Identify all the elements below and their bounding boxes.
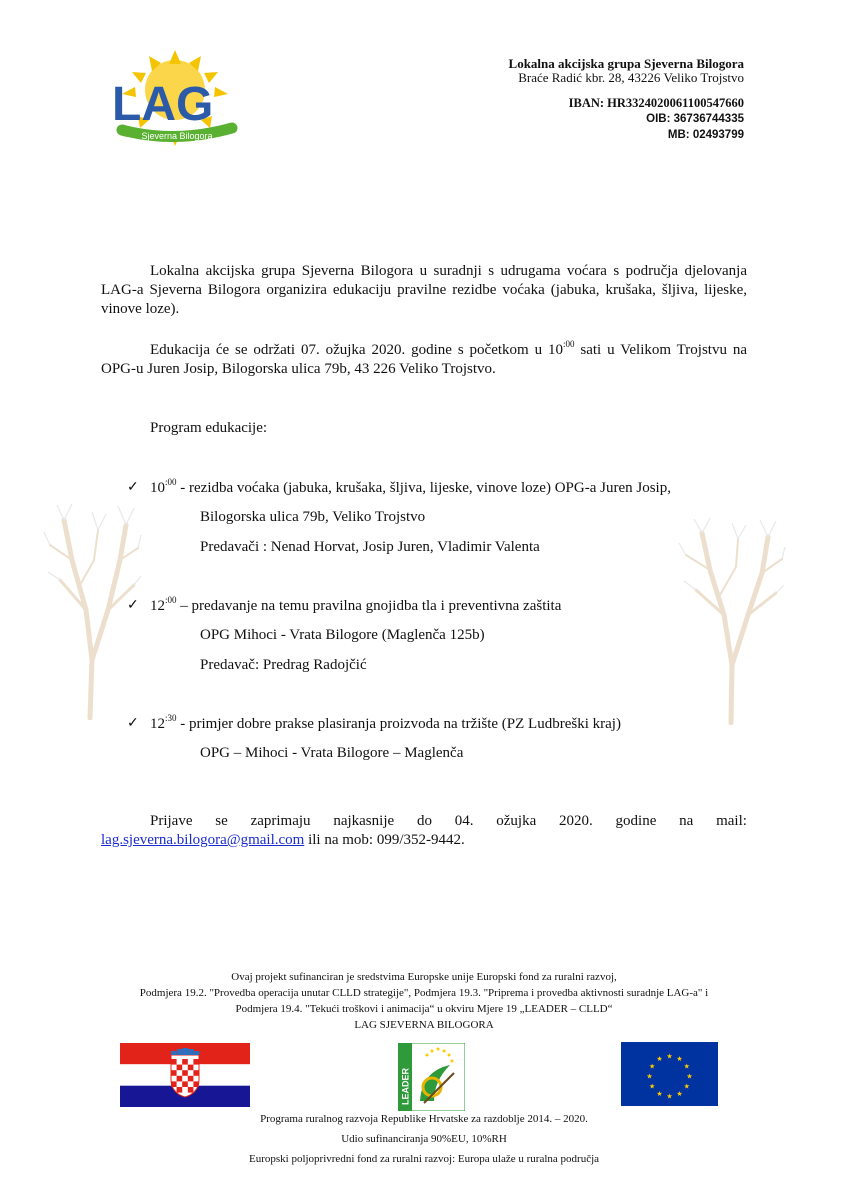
item-time-sup: :00 <box>165 595 177 605</box>
program-item-1-location: Bilogorska ulica 79b, Veliko Trojstvo <box>200 509 426 525</box>
org-iban: IBAN: HR3324020061100547660 <box>568 96 744 110</box>
date-text-end: sati u Velikom Trojstvu na OPG-u Juren Josip, Bilogorska ulica 79b, 43 226 Veliko Trojstvo. <box>101 342 747 377</box>
intro-paragraph <box>101 262 747 319</box>
item-description: - primjer dobre prakse plasiranja proizvoda na tržište (PZ Ludbreški kraj) <box>176 716 621 732</box>
phone-text: ili na mob: 099/352-9442. <box>304 832 465 848</box>
svg-text:★: ★ <box>683 1082 690 1091</box>
program-title: Program edukacije: <box>150 420 268 436</box>
leader-text: LEADER <box>400 1067 411 1105</box>
reg-word: ožujka <box>496 813 537 829</box>
checkmark-icon: ✓ <box>127 716 139 731</box>
footer-line: Ovaj projekt sufinanciran je sredstvima Europske unije Europski fond za ruralni razvoj, <box>231 971 617 983</box>
registration-paragraph <box>101 812 747 850</box>
checkmark-icon: ✓ <box>127 598 139 613</box>
reg-word: Prijave <box>150 813 193 829</box>
tree-right-icon <box>676 515 786 725</box>
item-time: 12 <box>150 716 165 732</box>
reg-word: 04. <box>454 813 474 829</box>
croatia-flag-icon <box>120 1043 250 1107</box>
reg-word: 2020. <box>559 813 593 829</box>
date-text-start: Edukacija će se održati 07. ožujka 2020. godine s početkom u 10 <box>150 342 563 358</box>
svg-text:★: ★ <box>649 1062 656 1071</box>
reg-word: godine <box>615 813 657 829</box>
org-name: Lokalna akcijska grupa Sjeverna Bilogora <box>508 56 744 71</box>
checkmark-icon: ✓ <box>127 480 139 495</box>
item-time-sup: :00 <box>165 477 177 487</box>
reg-word: do <box>416 813 432 829</box>
svg-text:★: ★ <box>676 1055 683 1064</box>
item-description: – predavanje na temu pravilna gnojidba tla i preventivna zaštita <box>176 598 562 614</box>
svg-text:★: ★ <box>676 1089 683 1098</box>
footer-line: Podmjera 19.4. "Tekući troškovi i animacija“ u okviru Mjere 19 „LEADER – CLLD“ <box>235 1003 613 1015</box>
registration-line-2 <box>101 831 747 850</box>
footer-line: Udio sufinanciranja 90%EU, 10%RH <box>341 1133 507 1145</box>
program-item-3 <box>150 715 621 734</box>
registration-line-1 <box>101 812 747 831</box>
lag-logo <box>100 48 250 148</box>
intro-text: Lokalna akcijska grupa Sjeverna Bilogora u suradnji s udrugama voćara s područja djelovanja LAG-a Sjeverna Bilogora organizira edukaciju pravilne rezidbe voćaka (jabuka, krušaka, šljiva, lijeske, vinove loze). <box>101 263 747 317</box>
svg-text:★: ★ <box>666 1052 673 1061</box>
footer-funding-text <box>0 969 848 1033</box>
svg-text:★: ★ <box>666 1092 673 1101</box>
reg-word: mail: <box>716 813 747 829</box>
svg-text:★: ★ <box>686 1072 693 1081</box>
svg-text:★: ★ <box>683 1062 690 1071</box>
program-item-1 <box>150 479 671 498</box>
org-oib: OIB: 36736744335 <box>646 113 744 125</box>
date-paragraph <box>101 341 747 379</box>
reg-word: najkasnije <box>333 813 395 829</box>
item-time: 10 <box>150 480 165 496</box>
email-link[interactable]: lag.sjeverna.bilogora@gmail.com <box>101 832 305 848</box>
logo-text: LAG <box>112 78 214 131</box>
reg-word: zaprimaju <box>250 813 311 829</box>
svg-text:★: ★ <box>656 1089 663 1098</box>
croatia-coat-of-arms-icon <box>171 1048 199 1097</box>
program-item-1-lecturers: Predavači : Nenad Horvat, Josip Juren, Vladimir Valenta <box>200 539 540 555</box>
footer-line: Podmjera 19.2. "Provedba operacija unutar CLLD strategije", Podmjera 19.3. "Priprema i provedba aktivnosti suradnje LAG-a" i <box>139 987 709 999</box>
footer-line: LAG SJEVERNA BILOGORA <box>354 1019 494 1031</box>
svg-text:★: ★ <box>656 1055 663 1064</box>
footer-line: Programa ruralnog razvoja Republike Hrvatske za razdoblje 2014. – 2020. <box>260 1113 588 1125</box>
program-item-2-location: OPG Mihoci - Vrata Bilogore (Maglenča 125b) <box>200 627 485 643</box>
item-time-sup: :30 <box>165 713 177 723</box>
footer-program-text <box>0 1111 848 1167</box>
program-item-2 <box>150 597 561 616</box>
svg-text:★: ★ <box>649 1082 656 1091</box>
program-item-2-lecturer: Predavač: Predrag Radojčić <box>200 657 367 673</box>
program-item-3-location: OPG – Mihoci - Vrata Bilogore – Maglenča <box>200 745 464 761</box>
reg-word: se <box>215 813 228 829</box>
svg-text:★: ★ <box>646 1072 653 1081</box>
date-time-sup: :00 <box>562 339 575 349</box>
logo-subtext: Sjeverna Bilogora <box>141 131 213 141</box>
footer-line: Europski poljoprivredni fond za ruralni razvoj: Europa ulaže u ruralna područja <box>248 1153 600 1165</box>
org-mb: MB: 02493799 <box>667 129 744 141</box>
eu-flag-icon <box>621 1042 718 1106</box>
item-description: - rezidba voćaka (jabuka, krušaka, šljiva, lijeske, vinove loze) OPG-a Juren Josip, <box>176 480 671 496</box>
reg-word: na <box>679 813 694 829</box>
leader-logo-icon <box>398 1043 465 1111</box>
item-time: 12 <box>150 598 165 614</box>
org-address: Braće Radić kbr. 28, 43226 Veliko Trojstvo <box>518 70 744 85</box>
